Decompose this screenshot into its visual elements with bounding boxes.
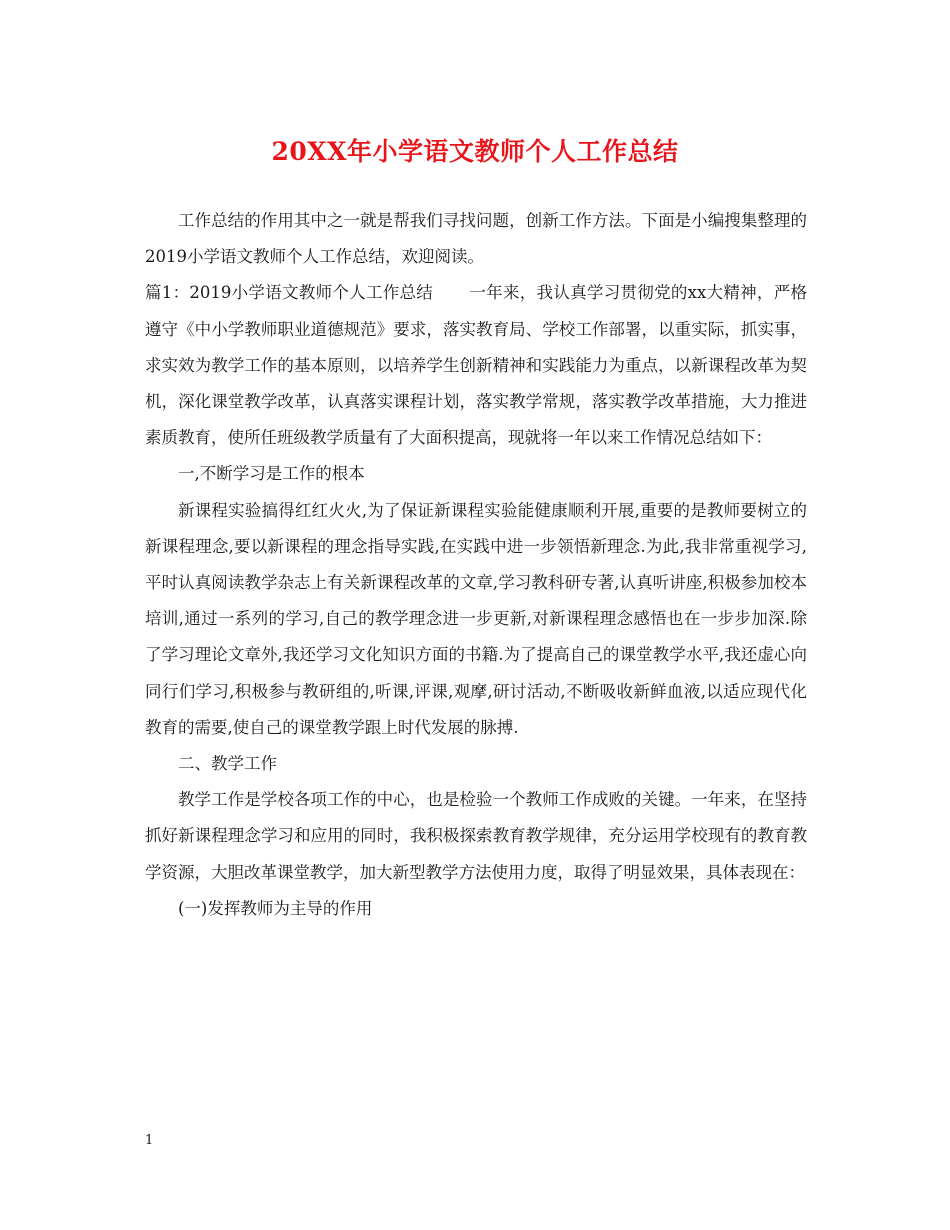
document-title: 20XX年小学语文教师个人工作总结 <box>271 137 679 166</box>
section-1-heading: 一,不断学习是工作的根本 <box>178 464 365 484</box>
section-2-heading: 二、教学工作 <box>178 754 277 774</box>
intro-paragraph: 工作总结的作用其中之一就是帮我们寻找问题，创新工作方法。下面是小编搜集整理的2019小学语文教师个人工作总结，欢迎阅读。 <box>145 211 807 267</box>
article-opening-text: 一年来，我认真学习贯彻党的xx大精神，严格遵守《中小学教师职业道德规范》要求，落实教育局、学校工作部署，以重实际，抓实事，求实效为教学工作的基本原则，以培养学生创新精神和实践能力为重点，以新课程改革为契机，深化课堂教学改革，认真落实课程计划，落实教学常规，落实教学改革措施，大力推进素质教育，使所任班级教学质量有了大面积提高，现就将一年以来工作情况总结如下： <box>145 283 807 448</box>
article-label: 篇1：2019小学语文教师个人工作总结 <box>145 283 434 303</box>
document-body <box>145 203 807 927</box>
section-2-paragraph: 教学工作是学校各项工作的中心，也是检验一个教师工作成败的关键。一年来，在坚持抓好新课程理念学习和应用的同时，我积极探索教育教学规律，充分运用学校现有的教育教学资源，大胆改革课堂教学，加大新型教学方法使用力度，取得了明显效果，具体表现在： <box>145 790 807 882</box>
article-opening-paragraph <box>145 275 807 456</box>
section-1-paragraph: 新课程实验搞得红红火火,为了保证新课程实验能健康顺利开展,重要的是教师要树立的新课程理念,要以新课程的理念指导实践,在实践中进一步领悟新理念.为此,我非常重视学习,平时认真阅读教学杂志上有关新课程改革的文章,学习教科研专著,认真听讲座,积极参加校本培训,通过一系列的学习,自己的教学理念进一步更新,对新课程理念感悟也在一步步加深.除了学习理论文章外,我还学习文化知识方面的书籍.为了提高自己的课堂教学水平,我还虚心向同行们学习,积极参与教研组的,听课,评课,观摩,研讨活动,不断吸收新鲜血液,以适应现代化教育的需要,使自己的课堂教学跟上时代发展的脉搏. <box>145 500 807 737</box>
subsection-1-heading: (一)发挥教师为主导的作用 <box>178 898 373 918</box>
page-number: 1 <box>145 1133 154 1148</box>
